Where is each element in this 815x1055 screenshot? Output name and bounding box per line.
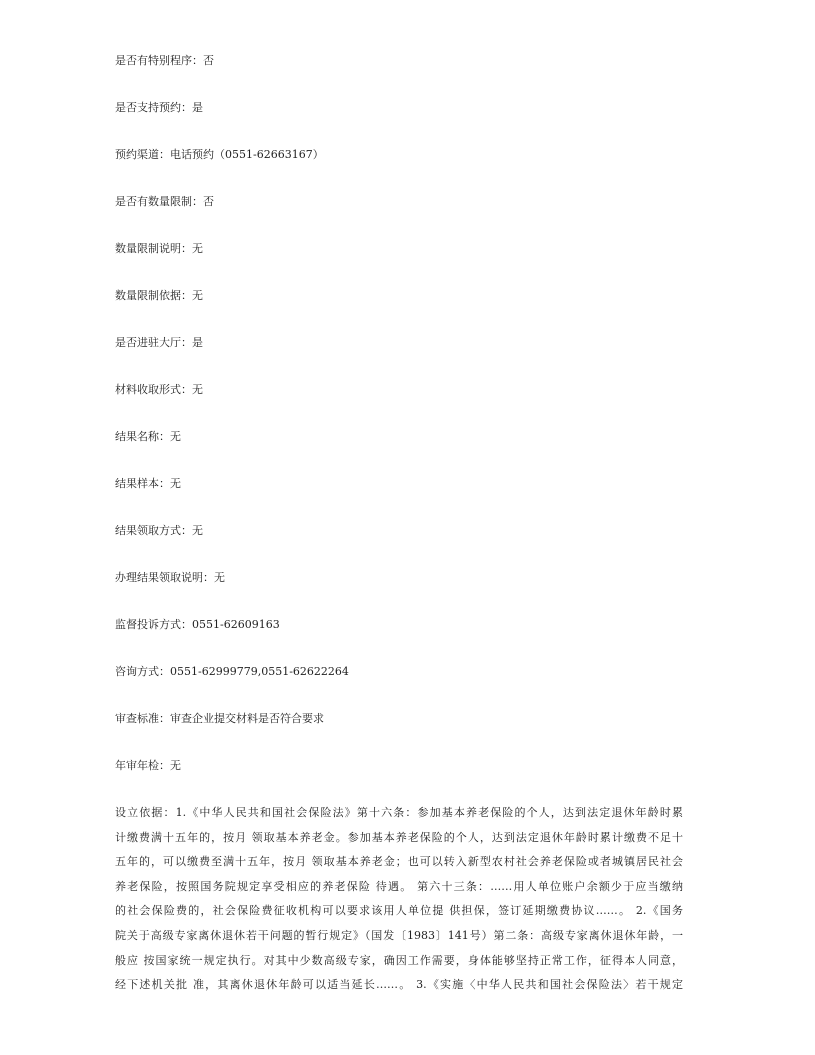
field-value: 无 (170, 430, 181, 443)
field-value: 无 (192, 524, 203, 537)
field-value: 否 (203, 195, 214, 208)
field-value: 电话预约（0551-62663167） (170, 148, 324, 161)
field-label: 审查标准： (115, 712, 170, 725)
field-value: 无 (170, 477, 181, 490)
field-result-name (115, 430, 181, 444)
basis-line: 设立依据：1.《中华人民共和国社会保险法》第十六条：参加基本养老保险的个人，达到法定退休年龄时累 (115, 806, 683, 819)
field-in-service-hall (115, 336, 203, 350)
field-complaint-contact (115, 618, 280, 632)
field-label: 是否有特别程序： (115, 54, 203, 67)
basis-line: 的社会保险费的，社会保险费征收机构可以要求该用人单位提 供担保，签订延期缴费协议……。 2.《国务 (115, 904, 683, 918)
field-label: 办理结果领取说明： (115, 571, 214, 584)
field-label: 结果领取方式： (115, 524, 192, 537)
basis-line: 计缴费满十五年的，按月 领取基本养老金。参加基本养老保险的个人，达到法定退休年龄时累计缴费不足十 (115, 830, 683, 844)
field-special-procedure (115, 54, 214, 68)
basis-line: 般应 按国家统一规定执行。对其中少数高级专家，确因工作需要，身体能够坚持正常工作，征得本人同意， (115, 953, 683, 967)
field-review-standard (115, 712, 324, 726)
field-label: 结果名称： (115, 430, 170, 443)
field-value: 是 (192, 101, 203, 114)
field-value: 0551-62999779,0551-62622264 (170, 665, 349, 678)
field-label: 预约渠道： (115, 148, 170, 161)
field-value: 无 (192, 383, 203, 396)
field-label: 是否进驻大厅： (115, 336, 192, 349)
field-result-sample (115, 477, 181, 491)
field-quantity-limit-basis (115, 289, 203, 303)
field-value: 无 (170, 759, 181, 772)
field-label: 材料收取形式： (115, 383, 192, 396)
basis-line: 养老保险，按照国务院规定享受相应的养老保险 待遇。 第六十三条：……用人单位账户余额少于应当缴纳 (115, 879, 683, 893)
basis-line: 院关于高级专家离休退休若干问题的暂行规定》（国发〔1983〕141号）第二条：高级专家离休退休年龄，一 (115, 928, 683, 942)
field-value: 0551-62609163 (192, 618, 280, 631)
field-consultation-contact (115, 665, 349, 679)
field-value: 审查企业提交材料是否符合要求 (170, 712, 324, 725)
basis-line: 五年的，可以缴费至满十五年，按月 领取基本养老金；也可以转入新型农村社会养老保险或者城镇居民社会 (115, 855, 683, 869)
field-quantity-limit (115, 195, 214, 209)
field-label: 年审年检： (115, 759, 170, 772)
field-label: 是否支持预约： (115, 101, 192, 114)
field-annual-review (115, 759, 181, 773)
field-value: 无 (214, 571, 225, 584)
field-value: 无 (192, 242, 203, 255)
field-label: 咨询方式： (115, 665, 170, 678)
establishment-basis-paragraph (115, 801, 683, 998)
field-value: 是 (192, 336, 203, 349)
field-label: 数量限制依据： (115, 289, 192, 302)
field-result-pickup-method (115, 524, 203, 538)
field-result-pickup-note (115, 571, 225, 585)
field-quantity-limit-description (115, 242, 203, 256)
field-material-collection-form (115, 383, 203, 397)
basis-line: 经下述机关批 准，其离休退休年龄可以适当延长……。 3.《实施〈中华人民共和国社会保险法〉若干规定 (115, 978, 683, 992)
field-value: 无 (192, 289, 203, 302)
field-value: 否 (203, 54, 214, 67)
field-reservation-channel (115, 148, 324, 162)
field-label: 是否有数量限制： (115, 195, 203, 208)
field-label: 监督投诉方式： (115, 618, 192, 631)
field-label: 结果样本： (115, 477, 170, 490)
field-reservation-support (115, 101, 203, 115)
field-label: 数量限制说明： (115, 242, 192, 255)
